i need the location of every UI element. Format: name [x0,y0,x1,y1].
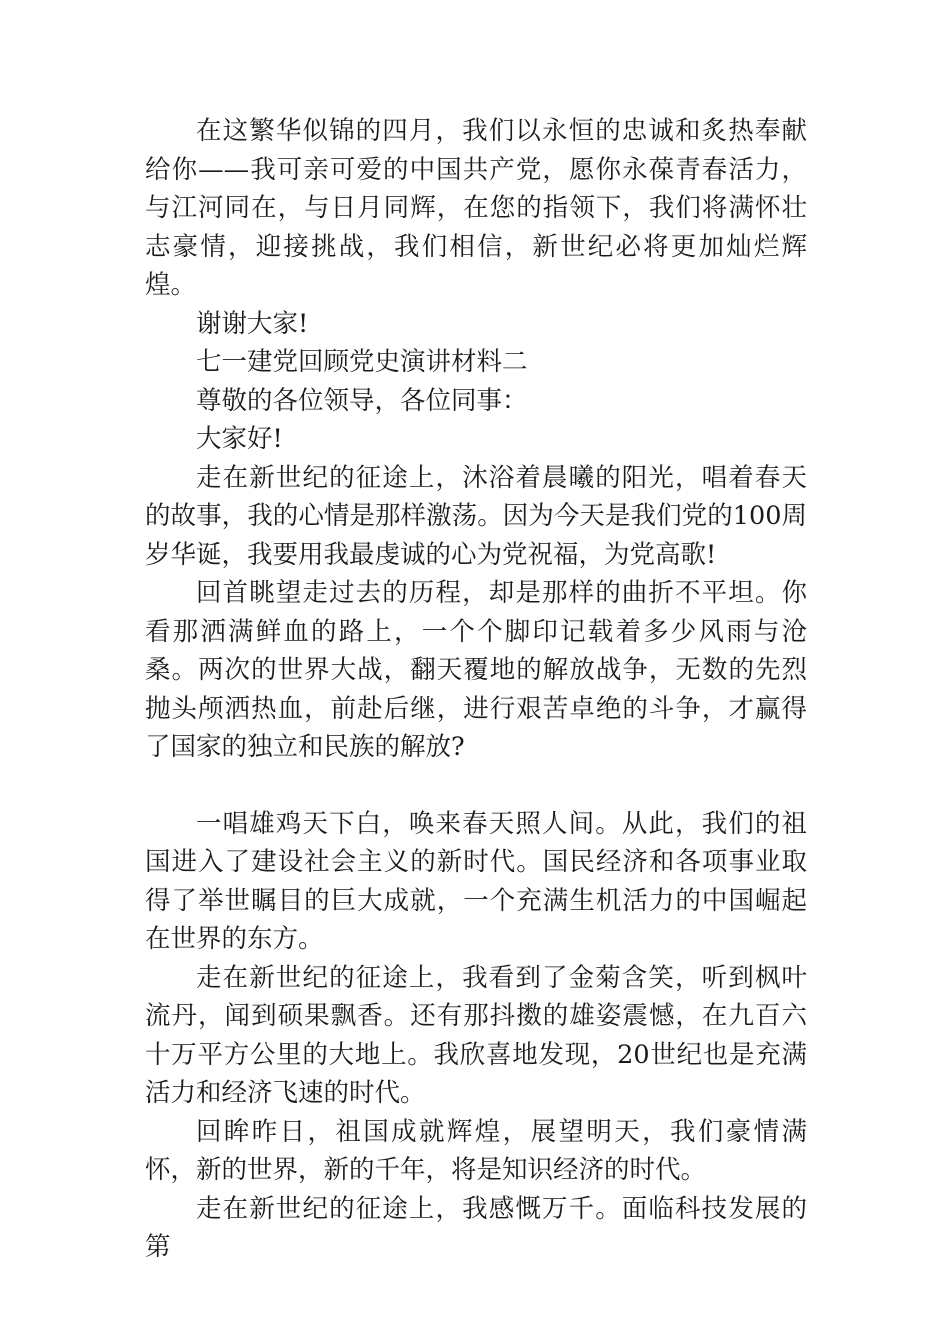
paragraph-new-century: 走在新世纪的征途上，沐浴着晨曦的阳光，唱着春天的故事，我的心情是那样激荡。因为今天是我们党的100周岁华诞，我要用我最虔诚的心为党祝福，为党高歌! [145,462,807,570]
section-title: 七一建党回顾党史演讲材料二 [196,347,528,377]
salutation: 尊敬的各位领导，各位同事： [196,385,528,416]
greeting: 大家好! [196,424,283,454]
paragraph-technology: 走在新世纪的征途上，我感慨万千。面临科技发展的第 [145,1193,807,1262]
paragraph-future: 回眸昨日，祖国成就辉煌，展望明天，我们豪情满怀，新的世界，新的千年，将是知识经济的时代。 [145,1116,807,1185]
paragraph-closing-dedication: 在这繁华似锦的四月，我们以永恒的忠诚和炙热奉献给你——我可亲可爱的中国共产党，愿你永葆青春活力，与江河同在，与日月同辉，在您的指领下，我们将满怀壮志豪情，迎接挑战，我们相信，新世纪必将更加灿烂辉煌。 [145,116,807,300]
document-body [145,112,807,1267]
paragraph-thanks: 谢谢大家! [196,308,309,339]
paragraph-new-era: 一唱雄鸡天下白，唤来春天照人间。从此，我们的祖国进入了建设社会主义的新时代。国民经济和各项事业取得了举世瞩目的巨大成就，一个充满生机活力的中国崛起在世界的东方。 [145,808,807,954]
paragraph-harvest: 走在新世纪的征途上，我看到了金菊含笑，听到枫叶流丹，闻到硕果飘香。还有那抖擞的雄姿震憾，在九百六十万平方公里的大地上。我欣喜地发现，20世纪也是充满活力和经济飞速的时代。 [145,962,807,1108]
paragraph-history: 回首眺望走过去的历程，却是那样的曲折不平坦。你看那洒满鲜血的路上，一个个脚印记载着多少风雨与沧桑。两次的世界大战，翻天覆地的解放战争，无数的先烈抛头颅洒热血，前赴后继，进行艰苦卓绝的斗争，才赢得了国家的独立和民族的解放? [145,578,807,762]
